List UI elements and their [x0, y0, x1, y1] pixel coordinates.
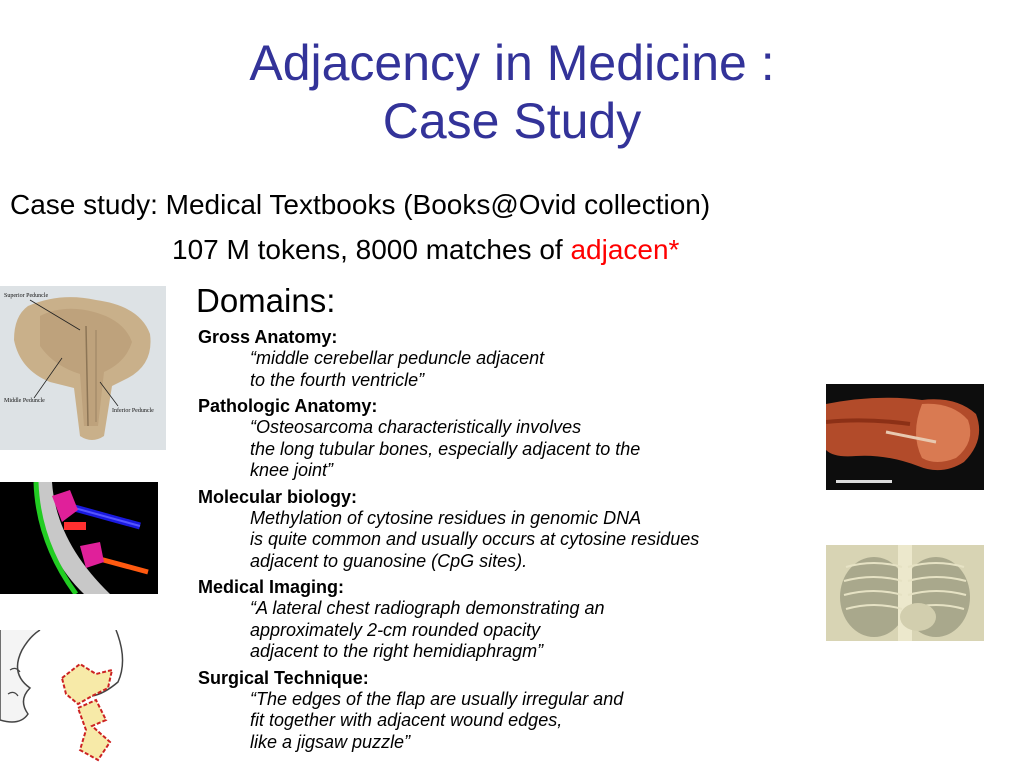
domain-quote-line: Methylation of cytosine residues in genomic DNA [250, 507, 642, 528]
domain-name: Pathologic Anatomy: [198, 396, 378, 416]
slide-title [0, 34, 1024, 150]
domain-gross-anatomy [198, 326, 828, 391]
domain-quote-line: adjacent to guanosine (CpG sites). [250, 550, 528, 571]
search-term-highlight: adjacen* [570, 234, 680, 265]
title-line-2: Case Study [382, 93, 642, 149]
domains-heading: Domains: [196, 282, 336, 319]
domain-pathologic-anatomy [198, 395, 828, 482]
surgical-flap-drawing [0, 630, 150, 768]
domain-quote-line: adjacent to the right hemidiaphragm” [250, 641, 544, 661]
token-count-text: 107 M tokens, 8000 matches of [172, 234, 571, 265]
domain-quote-line: fit together with adjacent wound edges, [250, 710, 563, 730]
domain-quote-line: like a jigsaw puzzle” [250, 731, 411, 752]
domain-name: Gross Anatomy: [198, 327, 338, 347]
domain-molecular-biology [198, 486, 828, 573]
token-count-line [172, 233, 679, 267]
osteosarcoma-bone-image [826, 384, 984, 490]
inferior-peduncle-label: Inferior Peduncle [112, 408, 154, 414]
middle-peduncle-label: Middle Peduncle [4, 398, 45, 404]
domain-quote-line: “A lateral chest radiograph demonstrating an [250, 598, 605, 618]
domain-medical-imaging [198, 576, 828, 663]
brainstem-specimen-image [0, 286, 166, 450]
domain-name: Molecular biology: [198, 486, 358, 507]
domain-surgical-technique [198, 667, 828, 754]
superior-peduncle-label: Superior Peduncle [4, 293, 49, 299]
chest-radiograph-image [826, 545, 984, 641]
domain-list [198, 326, 828, 757]
domain-quote-line: “The edges of the flap are usually irregular and [250, 688, 624, 709]
domain-quote-line: “middle cerebellar peduncle adjacent [250, 348, 545, 368]
domain-name: Medical Imaging: [198, 577, 345, 597]
molecular-structure-image [0, 482, 158, 594]
domain-name: Surgical Technique: [198, 667, 369, 688]
domain-quote-line: knee joint” [250, 460, 334, 480]
domain-quote-line: approximately 2-cm rounded opacity [250, 619, 541, 640]
domain-quote-line: is quite common and usually occurs at cytosine residues [250, 529, 700, 549]
title-line-1: Adjacency in Medicine : [249, 35, 775, 91]
domain-quote-line: to the fourth ventricle” [250, 369, 425, 390]
domain-quote-line: “Osteosarcoma characteristically involves [250, 417, 582, 437]
domain-quote-line: the long tubular bones, especially adjacent to the [250, 438, 641, 459]
case-study-subtitle: Case study: Medical Textbooks (Books@Ovid collection) [10, 189, 711, 220]
